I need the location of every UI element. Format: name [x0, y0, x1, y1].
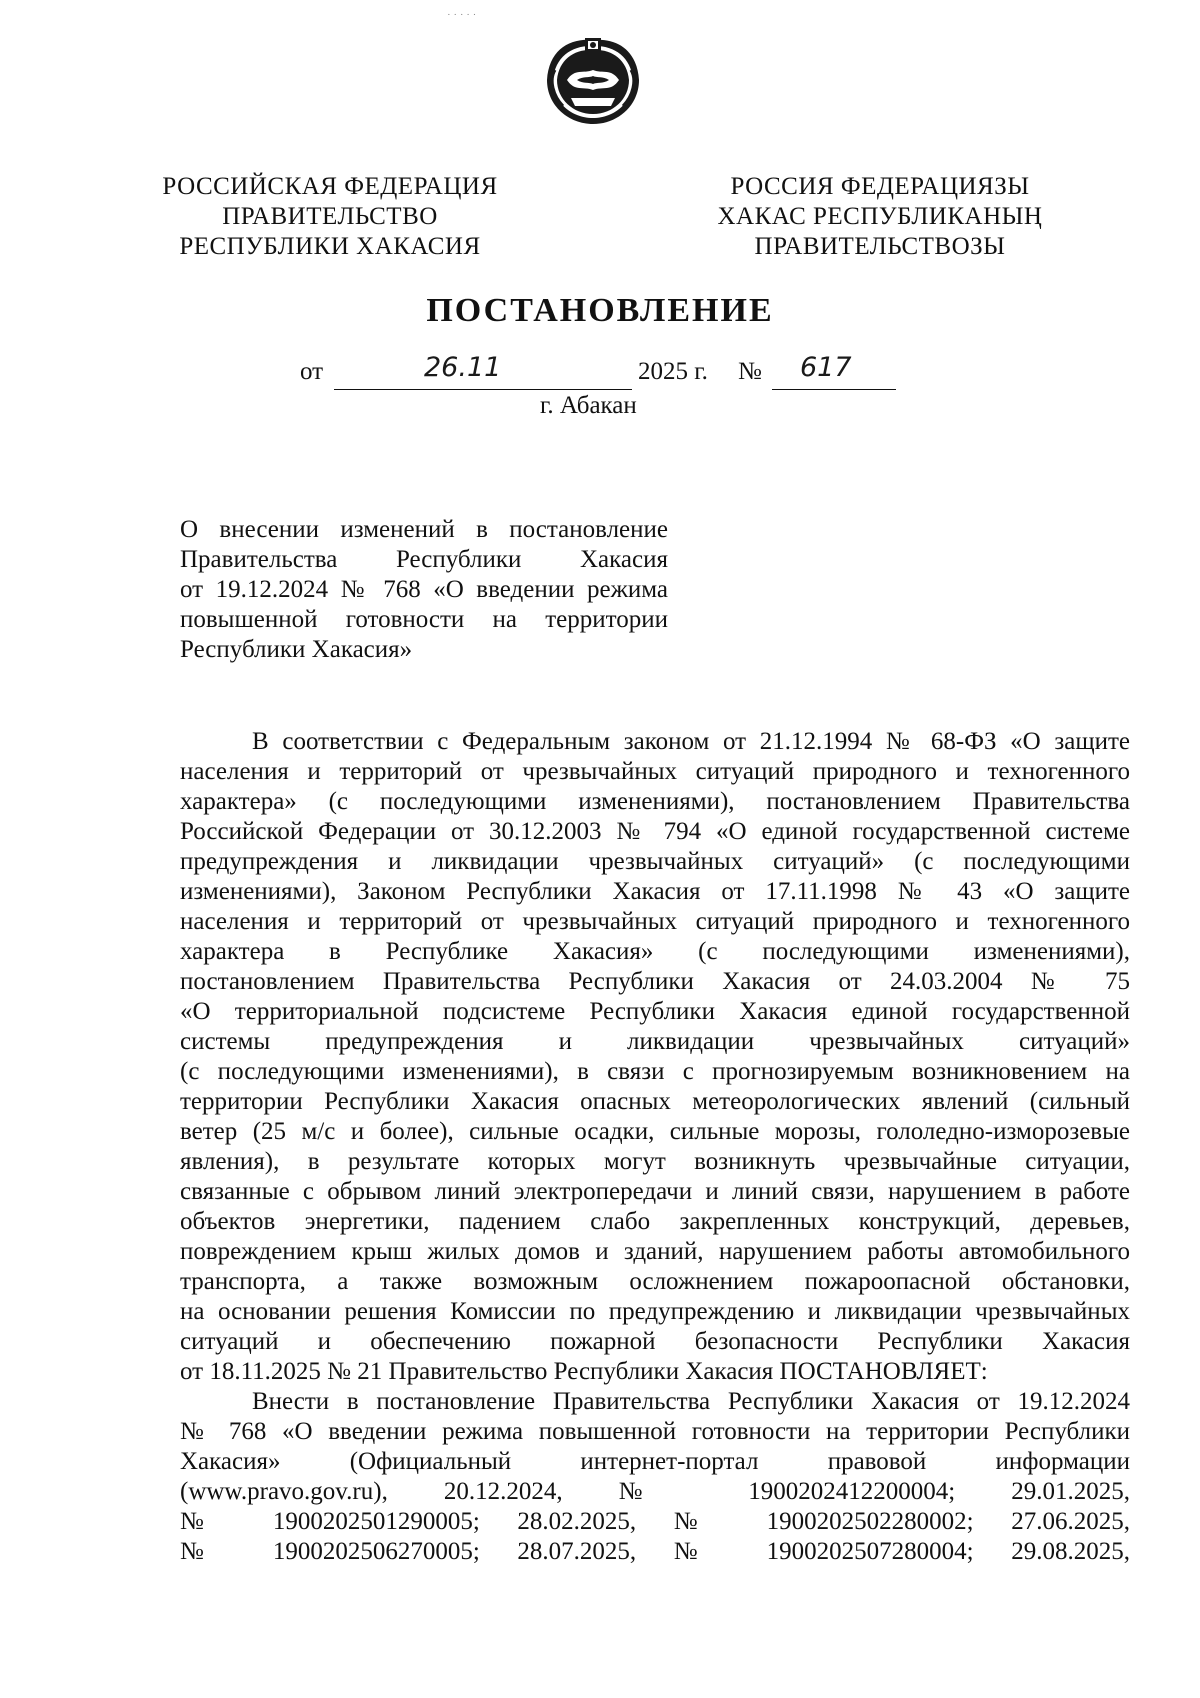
header-right-line: ПРАВИТЕЛЬСТВОЗЫ: [754, 233, 1006, 260]
document-type-title: ПОСТАНОВЛЕНИЕ: [426, 292, 774, 329]
body-line: ситуаций и обеспечению пожарной безопасности Республики Хакасия: [180, 1328, 1130, 1355]
handwritten-number: 617: [800, 352, 852, 383]
body-line: Внести в постановление Правительства Республики Хакасия от 19.12.2024: [252, 1388, 1130, 1415]
subject-line: повышенной готовности на территории: [180, 606, 668, 633]
body-line: Российской Федерации от 30.12.2003 № 794 «О единой государственной системе: [180, 818, 1130, 845]
body-line: явления), в результате которых могут возникнуть чрезвычайные ситуации,: [180, 1148, 1130, 1175]
body-line: населения и территорий от чрезвычайных ситуаций природного и техногенного: [180, 758, 1130, 785]
body-line: объектов энергетики, падением слабо закрепленных конструкций, деревьев,: [180, 1208, 1130, 1235]
header-left: [130, 172, 530, 262]
scan-artifact: ˙ ˙ ˙ ˙ ˙: [447, 12, 477, 24]
number-prefix: №: [738, 358, 762, 385]
body-line: предупреждения и ликвидации чрезвычайных ситуаций» (с последующими: [180, 848, 1130, 875]
body-line: на основании решения Комиссии по предупреждению и ликвидации чрезвычайных: [180, 1298, 1130, 1325]
body-line: связанные с обрывом линий электропередачи и линий связи, нарушением в работе: [180, 1178, 1130, 1205]
header-right-line: ХАКАС РЕСПУБЛИКАНЫҢ: [717, 203, 1043, 230]
body-line: Хакасия» (Официальный интернет-портал правовой информации: [180, 1448, 1130, 1475]
body-line: от 18.11.2025 № 21 Правительство Республики Хакасия ПОСТАНОВЛЯЕТ:: [180, 1358, 988, 1385]
body-line: ветер (25 м/с и более), сильные осадки, сильные морозы, гололедно-изморозевые: [180, 1118, 1130, 1145]
body-line: В соответствии с Федеральным законом от 21.12.1994 № 68-ФЗ «О защите: [252, 728, 1130, 755]
body-line: характера в Республике Хакасия» (с последующими изменениями),: [180, 938, 1130, 965]
subject-line: О внесении изменений в постановление: [180, 516, 668, 543]
body-line: № 1900202501290005; 28.02.2025, № 1900202502280002; 27.06.2025,: [180, 1508, 1130, 1535]
city-label: г. Абакан: [540, 392, 637, 419]
body-line: изменениями), Законом Республики Хакасия от 17.11.1998 № 43 «О защите: [180, 878, 1130, 905]
body-line: № 1900202506270005; 28.07.2025, № 1900202507280004; 29.08.2025,: [180, 1538, 1130, 1565]
header-left-line: РЕСПУБЛИКИ ХАКАСИЯ: [179, 233, 481, 260]
body-line: повреждением крыш жилых домов и зданий, нарушением работы автомобильного: [180, 1238, 1130, 1265]
body-line: системы предупреждения и ликвидации чрезвычайных ситуаций»: [180, 1028, 1130, 1055]
body-line: (с последующими изменениями), в связи с прогнозируемым возникновением на: [180, 1058, 1130, 1085]
body-line: (www.pravo.gov.ru), 20.12.2024, № 1900202412200004; 29.01.2025,: [180, 1478, 1130, 1505]
subject-line: Правительства Республики Хакасия: [180, 546, 668, 573]
body-line: характера» (с последующими изменениями), постановлением Правительства: [180, 788, 1130, 815]
date-prefix: от: [300, 358, 324, 385]
year-label: 2025 г.: [638, 358, 708, 385]
subject-line: Республики Хакасия»: [180, 636, 413, 663]
number-underline: [772, 389, 896, 390]
body-line: территории Республики Хакасия опасных метеорологических явлений (сильный: [180, 1088, 1130, 1115]
body-line: № 768 «О введении режима повышенной готовности на территории Республики: [180, 1418, 1130, 1445]
header-right-line: РОССИЯ ФЕДЕРАЦИЯЗЫ: [730, 173, 1030, 200]
handwritten-date: 26.11: [424, 352, 502, 383]
header-left-line: РОССИЙСКАЯ ФЕДЕРАЦИЯ: [162, 173, 498, 200]
republic-emblem: [541, 36, 645, 128]
body-line: постановлением Правительства Республики Хакасия от 24.03.2004 № 75: [180, 968, 1130, 995]
document-subject: [180, 515, 668, 665]
body-line: «О территориальной подсистеме Республики Хакасия единой государственной: [180, 998, 1130, 1025]
body-line: населения и территорий от чрезвычайных ситуаций природного и техногенного: [180, 908, 1130, 935]
body-line: транспорта, а также возможным осложнением пожароопасной обстановки,: [180, 1268, 1130, 1295]
header-right: [680, 172, 1080, 262]
document-body: [180, 727, 1130, 1567]
header-left-line: ПРАВИТЕЛЬСТВО: [222, 203, 438, 230]
date-underline: [334, 389, 632, 390]
subject-line: от 19.12.2024 № 768 «О введении режима: [180, 576, 668, 603]
